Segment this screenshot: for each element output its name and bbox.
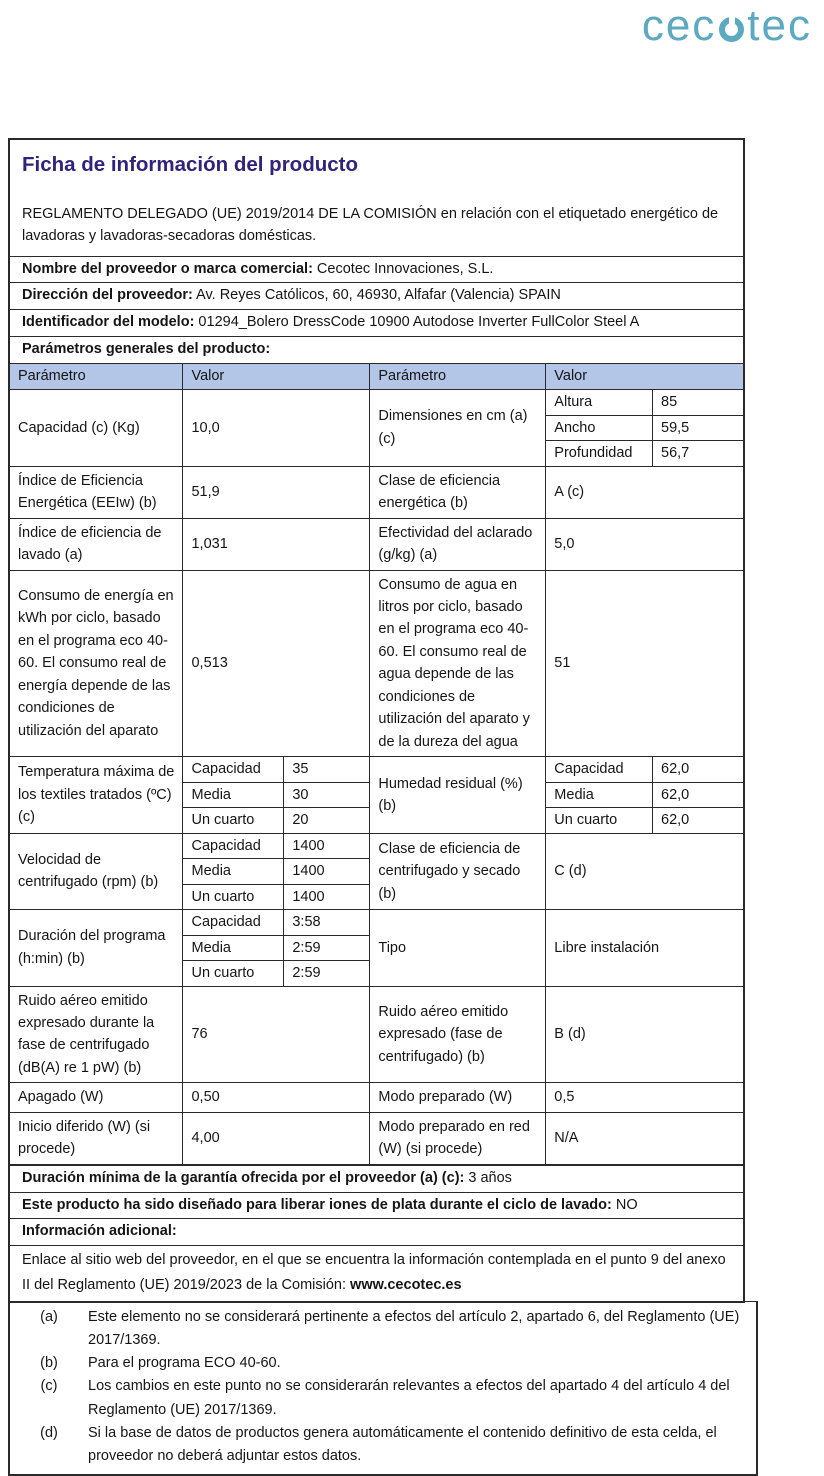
nested-row <box>546 415 743 440</box>
value-cell: 51 <box>546 570 743 757</box>
nested-label-cell: Un cuarto <box>183 808 283 833</box>
product-fiche <box>8 138 745 1303</box>
table-row <box>10 757 743 833</box>
nested-value-cell: 62,0 <box>653 782 743 807</box>
nested-row <box>546 782 743 807</box>
nested-value-cell: 3:58 <box>284 910 370 935</box>
nested-label-cell: Ancho <box>546 415 652 440</box>
table-row <box>10 833 743 909</box>
nested-row <box>183 808 369 833</box>
supplier-address-value: Av. Reyes Católicos, 60, 46930, Alfafar (Valencia) SPAIN <box>192 287 561 304</box>
nested-value-table <box>183 834 369 909</box>
param-cell: Ruido aéreo emitido expresado durante la fase de centrifugado (dB(A) re 1 pW) (b) <box>10 986 183 1083</box>
website-link[interactable]: www.cecotec.es <box>350 1277 462 1294</box>
value-cell: 0,513 <box>183 570 370 757</box>
table-row <box>10 1083 743 1112</box>
nested-value-cell: 85 <box>653 390 743 415</box>
footnote-c <box>10 1375 746 1421</box>
nested-label-cell: Un cuarto <box>183 884 283 909</box>
nested-value-cell: 35 <box>284 757 370 782</box>
footnote-d-text: Si la base de datos de productos genera automáticamente el contenido definitivo de esta celda, el proveedor no deberá adjuntar estos datos. <box>88 1424 717 1464</box>
value-cell: 4,00 <box>183 1112 370 1164</box>
footnote-b <box>10 1352 746 1375</box>
value-cell: C (d) <box>546 833 743 909</box>
nested-value-cell: 1400 <box>284 859 370 884</box>
param-cell: Apagado (W) <box>10 1083 183 1112</box>
nested-label-cell: Un cuarto <box>546 808 652 833</box>
regulation-subtitle: REGLAMENTO DELEGADO (UE) 2019/2014 DE LA COMISIÓN en relación con el etiquetado energético de lavadoras y lavadoras-secadoras domésticas. <box>22 205 719 245</box>
param-cell: Clase de eficiencia energética (b) <box>370 466 546 518</box>
nested-row <box>183 757 369 782</box>
nested-row <box>546 757 743 782</box>
supplier-name-row <box>10 256 743 283</box>
nested-value-table <box>546 757 743 832</box>
value-cell: 0,50 <box>183 1083 370 1112</box>
footnote-d <box>10 1422 746 1468</box>
additional-info-section-header: Información adicional: <box>10 1218 743 1245</box>
value-cell <box>183 910 370 986</box>
website-row-text: Enlace al sitio web del proveedor, en el que se encuentra la información contemplada en el punto 9 del anexo II del Reglamento (UE) 2019/2023 de la Comisión: <box>22 1252 726 1294</box>
nested-row <box>183 834 369 859</box>
column-header-valor-2: Valor <box>546 363 743 390</box>
nested-row <box>183 935 369 960</box>
nested-row <box>183 884 369 909</box>
value-cell: N/A <box>546 1112 743 1164</box>
supplier-address-row <box>10 282 743 309</box>
nested-label-cell: Media <box>183 935 283 960</box>
param-cell: Humedad residual (%) (b) <box>370 757 546 833</box>
title-block <box>10 140 743 256</box>
nested-label-cell: Capacidad <box>183 757 283 782</box>
page-title: Ficha de información del producto <box>22 153 358 176</box>
nested-value-cell: 59,5 <box>653 415 743 440</box>
footnotes-box <box>8 1301 758 1476</box>
value-cell: 1,031 <box>183 518 370 570</box>
nested-value-cell: 2:59 <box>284 935 370 960</box>
param-cell: Capacidad (c) (Kg) <box>10 390 183 466</box>
nested-value-table <box>183 757 369 832</box>
value-cell: 0,5 <box>546 1083 743 1112</box>
param-cell: Clase de eficiencia de centrifugado y secado (b) <box>370 833 546 909</box>
nested-value-table <box>183 910 369 985</box>
nested-value-cell: 30 <box>284 782 370 807</box>
nested-row <box>546 441 743 466</box>
param-cell: Modo preparado en red (W) (si procede) <box>370 1112 546 1164</box>
parameters-table-body <box>10 390 743 1165</box>
param-cell: Tipo <box>370 910 546 986</box>
footnote-b-text: Para el programa ECO 40-60. <box>88 1355 281 1372</box>
param-cell: Modo preparado (W) <box>370 1083 546 1112</box>
silver-ions-label: Este producto ha sido diseñado para liberar iones de plata durante el ciclo de lavado: <box>22 1196 612 1213</box>
param-cell: Temperatura máxima de los textiles tratados (ºC) (c) <box>10 757 183 833</box>
nested-value-cell: 20 <box>284 808 370 833</box>
supplier-website-row <box>10 1245 743 1301</box>
nested-label-cell: Capacidad <box>183 834 283 859</box>
param-cell: Duración del programa (h:min) (b) <box>10 910 183 986</box>
value-cell: 76 <box>183 986 370 1083</box>
value-cell <box>183 833 370 909</box>
supplier-address-label: Dirección del proveedor: <box>22 287 193 304</box>
value-cell <box>546 390 743 466</box>
param-cell: Consumo de energía en kWh por ciclo, basado en el programa eco 40-60. El consumo real de energía depende de las condiciones de utilización del aparato <box>10 570 183 757</box>
table-row <box>10 910 743 986</box>
footnote-d-key: (d) <box>40 1424 58 1441</box>
nested-label-cell: Un cuarto <box>183 961 283 986</box>
nested-value-table <box>546 390 743 465</box>
value-cell <box>183 757 370 833</box>
value-cell <box>546 757 743 833</box>
nested-label-cell: Media <box>183 859 283 884</box>
param-cell: Ruido aéreo emitido expresado (fase de centrifugado) (b) <box>370 986 546 1083</box>
logo-text-right: tec <box>747 1 812 50</box>
nested-row <box>546 390 743 415</box>
nested-row <box>183 859 369 884</box>
nested-label-cell: Profundidad <box>546 441 652 466</box>
model-identifier-label: Identificador del modelo: <box>22 314 195 331</box>
column-header-parametro-1: Parámetro <box>10 363 183 390</box>
value-cell: 51,9 <box>183 466 370 518</box>
nested-row <box>183 782 369 807</box>
nested-value-cell: 2:59 <box>284 961 370 986</box>
nested-value-cell: 62,0 <box>653 757 743 782</box>
nested-label-cell: Altura <box>546 390 652 415</box>
footnote-b-key: (b) <box>40 1355 58 1372</box>
nested-label-cell: Capacidad <box>546 757 652 782</box>
nested-value-cell: 1400 <box>284 884 370 909</box>
param-cell: Inicio diferido (W) (si procede) <box>10 1112 183 1164</box>
value-cell: B (d) <box>546 986 743 1083</box>
warranty-value: 3 años <box>464 1169 512 1186</box>
cecotec-logo <box>641 1 812 50</box>
footnote-c-key: (c) <box>40 1378 58 1395</box>
nested-row <box>183 910 369 935</box>
nested-value-cell: 1400 <box>284 834 370 859</box>
param-cell: Velocidad de centrifugado (rpm) (b) <box>10 833 183 909</box>
param-cell: Índice de eficiencia de lavado (a) <box>10 518 183 570</box>
value-cell: 5,0 <box>546 518 743 570</box>
model-identifier-value: 01294_Bolero DressCode 10900 Autodose Inverter FullColor Steel A <box>194 314 640 331</box>
warranty-row <box>10 1165 743 1192</box>
table-row <box>10 1112 743 1164</box>
nested-label-cell: Media <box>183 782 283 807</box>
param-cell: Consumo de agua en litros por ciclo, basado en el programa eco 40-60. El consumo real de agua depende de las condiciones de utilización del aparato y de la dureza del agua <box>370 570 546 757</box>
value-cell: Libre instalación <box>546 910 743 986</box>
logo-text-left: cec <box>641 1 717 50</box>
silver-ions-value: NO <box>611 1196 638 1213</box>
param-cell: Dimensiones en cm (a) (c) <box>370 390 546 466</box>
warranty-label: Duración mínima de la garantía ofrecida por el proveedor (a) (c): <box>22 1169 465 1186</box>
general-parameters-section-header: Parámetros generales del producto: <box>10 336 743 363</box>
nested-value-cell: 56,7 <box>653 441 743 466</box>
table-row <box>10 570 743 757</box>
table-row <box>10 518 743 570</box>
power-button-icon <box>719 17 744 42</box>
nested-row <box>546 808 743 833</box>
parameters-table <box>10 363 743 1165</box>
column-header-valor-1: Valor <box>183 363 370 390</box>
nested-label-cell: Media <box>546 782 652 807</box>
nested-label-cell: Capacidad <box>183 910 283 935</box>
footnote-a <box>10 1306 746 1352</box>
nested-row <box>183 961 369 986</box>
parameters-table-header-row <box>10 363 743 390</box>
table-row <box>10 466 743 518</box>
footnote-a-key: (a) <box>40 1308 58 1325</box>
supplier-name-label: Nombre del proveedor o marca comercial: <box>22 260 313 277</box>
header-band <box>0 0 824 138</box>
table-row <box>10 390 743 466</box>
nested-value-cell: 62,0 <box>653 808 743 833</box>
model-identifier-row <box>10 309 743 336</box>
table-row <box>10 986 743 1083</box>
param-cell: Efectividad del aclarado (g/kg) (a) <box>370 518 546 570</box>
footnote-c-text: Los cambios en este punto no se considerarán relevantes a efectos del apartado 4 del artículo 4 del Reglamento (UE) 2017/1369. <box>88 1378 730 1418</box>
footnote-a-text: Este elemento no se considerará pertinente a efectos del artículo 2, apartado 6, del Reglamento (UE) 2017/1369. <box>88 1308 740 1348</box>
supplier-name-value: Cecotec Innovaciones, S.L. <box>312 260 494 277</box>
silver-ions-row <box>10 1192 743 1219</box>
param-cell: Índice de Eficiencia Energética (EEIw) (b) <box>10 466 183 518</box>
value-cell: 10,0 <box>183 390 370 466</box>
value-cell: A (c) <box>546 466 743 518</box>
column-header-parametro-2: Parámetro <box>370 363 546 390</box>
